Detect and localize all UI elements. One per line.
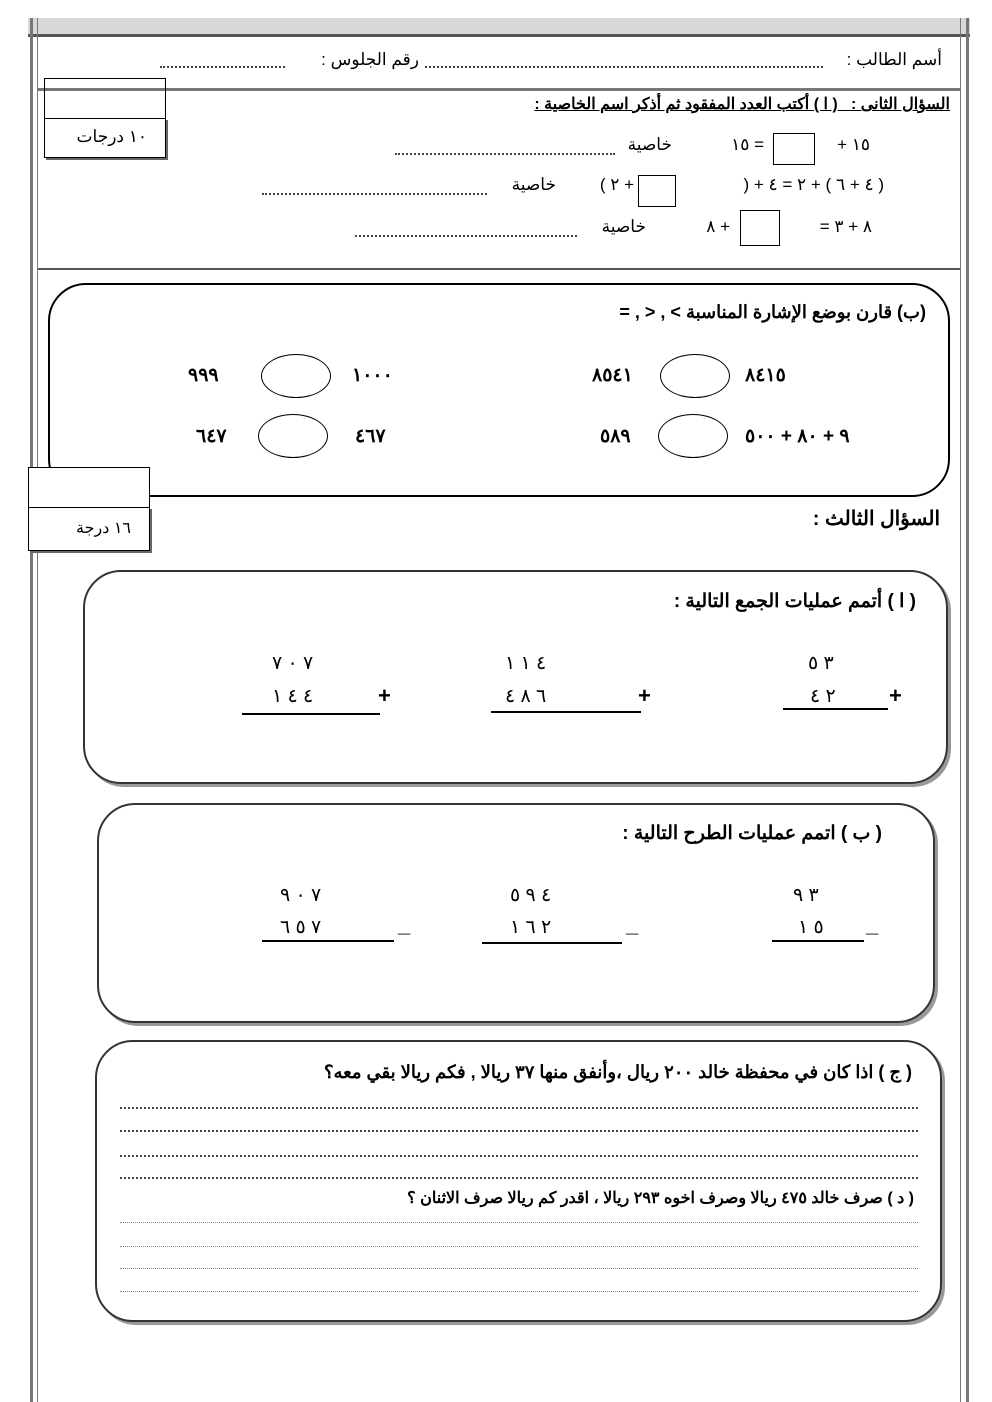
subtraction-title: ( ب ) اتمم عمليات الطرح التالية :: [622, 823, 882, 844]
add-2-line: [491, 711, 641, 713]
eq2-property-field[interactable]: [262, 193, 487, 195]
word-problem-c: ( ج ) اذا كان في محفظة خالد ٢٠٠ ريال ،وأنفق منها ٣٧ ريالا , فكم ريالا بقي معه؟: [323, 1062, 912, 1082]
seat-number-field[interactable]: [160, 66, 285, 68]
compare-4-left: ٤٦٧: [355, 426, 386, 447]
sub-3-line: [262, 940, 394, 942]
add-2-plus: +: [638, 683, 651, 708]
header-divider: [38, 88, 960, 91]
answer-line-d-1[interactable]: [120, 1222, 918, 1223]
score-box-q2: [44, 78, 166, 120]
score-label-box-q3: [28, 507, 150, 551]
compare-3-left: ٩ + ٨٠ + ٥٠٠: [745, 426, 850, 447]
eq3-right: + ٨: [706, 217, 730, 236]
compare-4-right: ٦٤٧: [196, 426, 227, 447]
right-border-inner: [960, 18, 961, 1402]
compare-3-circle[interactable]: [658, 414, 728, 458]
word-problem-d: ( د ) صرف خالد ٤٧٥ ريالا وصرف اخوه ٢٩٣ ريالا ، اقدر كم ريالا صرف الاثنان ؟: [407, 1190, 914, 1207]
sub-3-top: ٧ ٠ ٩: [280, 885, 322, 906]
top-band: [28, 18, 970, 37]
sub-2-top: ٤ ٩ ٥: [510, 885, 552, 906]
add-2-top: ٤ ١ ١: [505, 653, 547, 674]
left-border: [30, 18, 33, 1402]
eq1-answer-box[interactable]: [773, 133, 815, 165]
eq2-property-label: خاصية: [511, 175, 556, 194]
add-1-plus: +: [889, 683, 902, 708]
add-3-bottom: ٤ ٤ ١: [272, 686, 314, 707]
add-1-bottom: ٢ ٤: [810, 686, 836, 707]
eq1-left: ١٥ +: [837, 135, 870, 154]
score-q3: ١٦ درجة: [76, 520, 131, 537]
eq1-property-label: خاصية: [627, 135, 672, 154]
seat-number-label: رقم الجلوس :: [321, 50, 419, 69]
compare-1-circle[interactable]: [660, 354, 730, 398]
eq1-right: = ١٥: [731, 135, 764, 154]
add-2-bottom: ٦ ٨ ٤: [505, 686, 547, 707]
eq3-property-label: خاصية: [601, 217, 646, 236]
eq1-property-field[interactable]: [395, 153, 615, 155]
eq2-left: ( ٤ + ٦ ) + ٢ = ٤ + (: [743, 175, 884, 194]
left-border-inner: [37, 18, 38, 1402]
compare-1-left: ٨٤١٥: [745, 365, 786, 386]
addition-title: ( ا ) أتمم عمليات الجمع التالية :: [673, 591, 916, 612]
eq2-right: + ٢ ): [599, 175, 634, 194]
answer-line-c-4[interactable]: [120, 1177, 918, 1179]
eq3-property-field[interactable]: [355, 235, 577, 237]
score-label-box-q2: [44, 118, 166, 158]
eq2-answer-box[interactable]: [638, 175, 676, 207]
sub-3-minus: _: [398, 912, 411, 937]
score-box-q3: [28, 467, 150, 509]
q2a-divider: [38, 268, 960, 270]
add-1-line: [783, 708, 888, 710]
eq3-answer-box[interactable]: [740, 210, 780, 246]
sub-1-bottom: ٥ ١: [798, 917, 824, 938]
answer-line-c-2[interactable]: [120, 1130, 918, 1132]
q3-title: السؤال الثالث :: [812, 508, 940, 530]
student-name-label: أسم الطالب :: [846, 50, 942, 69]
compare-3-right: ٥٨٩: [600, 426, 631, 447]
score-q2: ١٠ درجات: [76, 127, 147, 146]
right-border: [966, 18, 969, 1402]
answer-line-d-4[interactable]: [120, 1291, 918, 1292]
eq3-left: ٨ + ٣ =: [819, 217, 872, 236]
compare-2-right: ٩٩٩: [188, 365, 219, 386]
q2-title-text: السؤال الثانى :: [851, 96, 950, 113]
add-3-line: [242, 713, 380, 715]
answer-line-c-3[interactable]: [120, 1155, 918, 1157]
compare-title: (ب) قارن بوضع الإشارة المناسبة > , < , =: [619, 302, 926, 322]
compare-2-left: ١٠٠٠: [352, 365, 393, 386]
q2-title: [534, 94, 950, 114]
sub-2-bottom: ٢ ٦ ١: [510, 917, 552, 938]
answer-line-c-1[interactable]: [120, 1107, 918, 1109]
answer-line-d-2[interactable]: [120, 1246, 918, 1247]
sub-3-bottom: ٧ ٥ ٦: [280, 917, 322, 938]
add-1-top: ٣ ٥: [808, 653, 834, 674]
sub-1-line: [772, 940, 864, 942]
q2-part-a: ( ا ) أكتب العدد المفقود ثم أذكر اسم الخاصية :: [534, 96, 838, 113]
sub-2-line: [482, 942, 622, 944]
student-name-field[interactable]: [425, 66, 823, 68]
compare-4-circle[interactable]: [258, 414, 328, 458]
add-3-plus: +: [378, 683, 391, 708]
compare-2-circle[interactable]: [261, 354, 331, 398]
sub-2-minus: _: [626, 912, 639, 937]
sub-1-minus: _: [866, 912, 879, 937]
add-3-top: ٧ ٠ ٧: [272, 653, 314, 674]
compare-1-right: ٨٥٤١: [592, 365, 633, 386]
answer-line-d-3[interactable]: [120, 1268, 918, 1269]
sub-1-top: ٣ ٩: [793, 885, 819, 906]
